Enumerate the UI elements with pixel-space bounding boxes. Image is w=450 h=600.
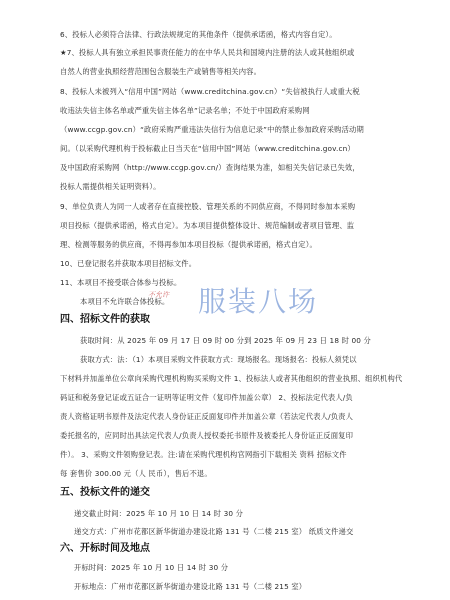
requirement-9-cont-2: 理、检测等服务的供应商，不得再参加本项目投标（提供承诺函，格式自定）。 — [60, 240, 317, 249]
requirement-7: ★7、投标人具有独立承担民事责任能力的在中华人民共和国境内注册的法人或其他组织或 — [60, 48, 355, 57]
obtain-method-cont-5: 件）。 3、采购文件领购登记表。注:请在采购代理机构官网指引下载相关 资料 招标文件 — [60, 450, 347, 459]
requirement-6: 6、投标人必须符合法律、行政法规规定的其他条件（提供承诺函，格式内容自定）。 — [60, 30, 337, 39]
joint-bid-note: 本项目不允许联合体投标。 — [80, 297, 170, 306]
requirement-9: 9、单位负责人为同一人或者存在直接控股、管理关系的不同供应商，不得同时参加本采购 — [60, 202, 356, 211]
requirement-8-cont-2: （www.ccgp.gov.cn）“政府采购严重违法失信行为信息记录”中的禁止参加政府采购活动期 — [60, 125, 364, 134]
opening-location: 开标地点：广州市花都区新华街道办建设北路 131 号（二楼 215 室） — [74, 582, 307, 591]
obtain-method: 获取方式：法：（1）本项目采购文件获取方式：现场报名。现场报名：投标人须凭以 — [80, 355, 357, 364]
requirement-8-cont-5: 投标人需提供相关证明资料）。 — [60, 182, 161, 191]
requirement-8-cont-1: 收违法失信主体名单或严重失信主体名单”记录名单；不处于中国政府采购网 — [60, 106, 310, 115]
requirement-10: 10、已登记报名并获取本项目招标文件。 — [60, 259, 197, 268]
section-5-heading: 五、投标文件的递交 — [60, 487, 150, 498]
watermark: 服装八场 — [198, 285, 319, 318]
submission-method: 递交方式：广州市花都区新华街道办建设北路 131 号（二楼 215 室） 纸质文件递交 — [74, 527, 354, 536]
obtain-method-cont-2: 码证和税务登记证或五证合一证明等证明文件（复印件加盖公章） 2、投标法定代表人/负 — [60, 393, 353, 402]
red-stamp-text: 不允许 — [148, 291, 169, 299]
obtain-method-cont-6: 每 套售价 300.00 元（人 民币），售后不退。 — [60, 469, 212, 478]
requirement-8-cont-4: 及中国政府采购网（http://www.ccgp.gov.cn/）查询结果为准，如相关失信记录已失效， — [60, 163, 360, 172]
requirement-7-cont: 自然人的营业执照经营范围包含服装生产或销售等相关内容。 — [60, 67, 262, 76]
requirement-11: 11、本项目不接受联合体参与投标。 — [60, 278, 182, 287]
section-4-heading: 四、招标文件的获取 — [60, 314, 150, 325]
requirement-9-cont-1: 项目投标（提供承诺函，格式自定）。为本项目提供整体设计、规范编制或者项目管理、监 — [60, 221, 355, 230]
obtain-time: 获取时间：从 2025 年 09 月 17 日 09 时 00 分到 2025 年 09 月 23 日 18 时 00 分 — [80, 336, 372, 345]
obtain-method-cont-3: 责人资格证明书原件及法定代表人身份证正反面复印件并加盖公章（若法定代表人/负责人 — [60, 412, 354, 421]
requirement-8-cont-3: 间。（以采购代理机构于投标截止日当天在“信用中国”网站（www.creditchina.gov.cn） — [60, 144, 355, 153]
submission-deadline: 递交截止时间：2025 年 10 月 10 日 14 时 30 分 — [74, 509, 244, 518]
obtain-method-cont-4: 委托报名的，应同时出具法定代表人/负责人授权委托书原件及被委托人身份证正反面复印 — [60, 431, 354, 440]
obtain-method-cont-1: 下材料并加盖单位公章向采购代理机构购买采购文件 1、投标法人或者其他组织的营业执照、组织机构代 — [60, 374, 403, 383]
requirement-8: 8、投标人未被列入“信用中国”网站（www.creditchina.gov.cn）“失信被执行人或重大税 — [60, 87, 360, 96]
opening-time: 开标时间：2025 年 10 月 10 日 14 时 30 分 — [74, 563, 229, 572]
section-6-heading: 六、开标时间及地点 — [60, 543, 150, 554]
